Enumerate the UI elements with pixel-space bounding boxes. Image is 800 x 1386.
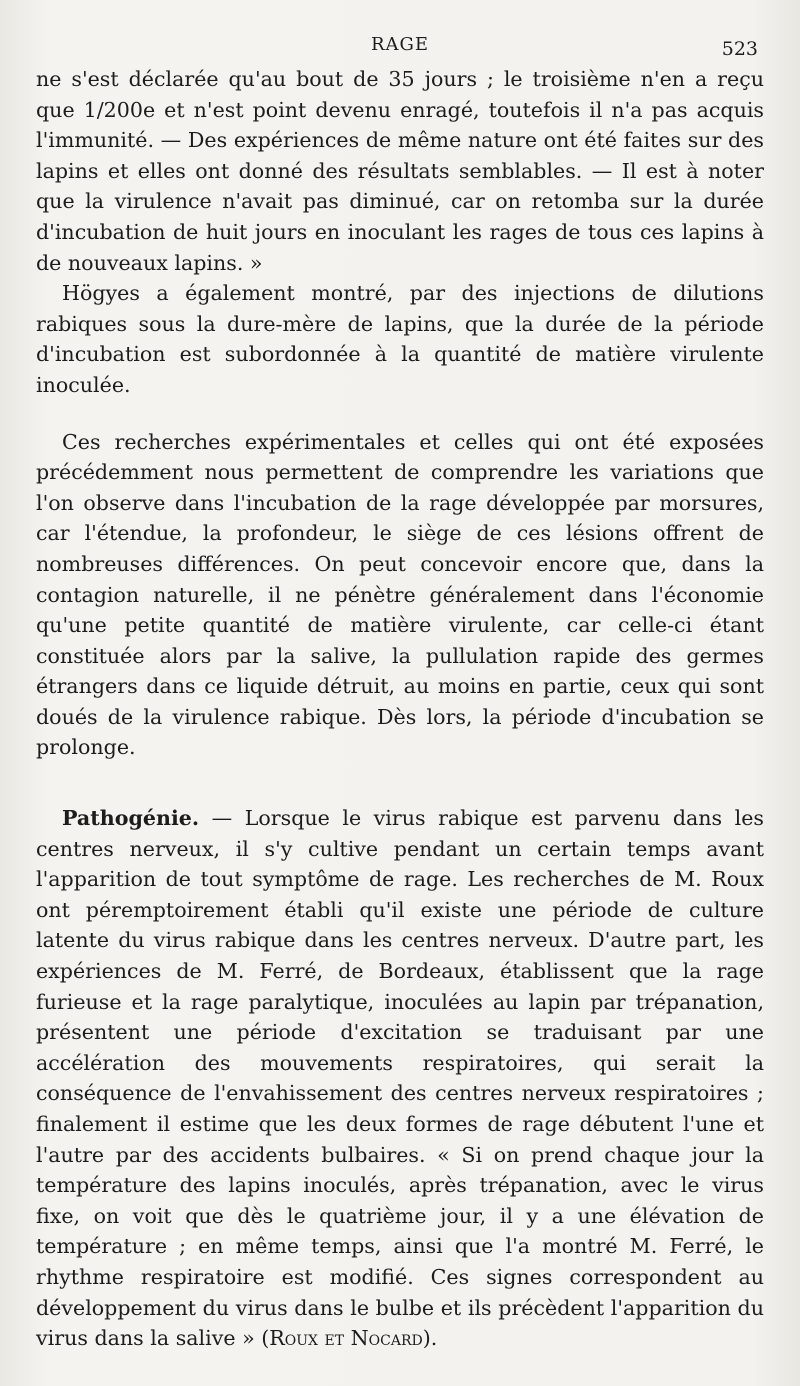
paragraph-recherches: Ces recherches expérimentales et celles qui ont été exposées précédemment nous permettent de comprendre les variations que l'on observe dans l'incubation de la rage développée par morsures, car l'étendue, la profondeur, le siège de ces lésions offrent de nombreuses différences. On peut concevoir encore que, dans la contagion naturelle, il ne pénètre généralement dans l'économie qu'une petite quantité de matière virulente, car celle-ci étant constituée alors par la salive, la pullulation rapide des germes étrangers dans ce liquide détruit, au moins en partie, ceux qui sont doués de la virulence rabique. Dès lors, la période d'incubation se prolonge.	[36, 429, 764, 760]
section-heading-pathogenie: Pathogénie.	[62, 806, 200, 831]
running-title: RAGE	[370, 34, 430, 55]
paragraph-hogyes: Högyes a également montré, par des injections de dilutions rabiques sous la dure-mère de lapins, que la durée de la période d'incubation est subordonnée à la quantité de matière virulente inoculée.	[36, 281, 764, 397]
paragraph-pathogenie-end: ).	[422, 1326, 438, 1351]
citation-authors: Roux et Nocard	[269, 1326, 423, 1351]
paragraph-continuation: ne s'est déclarée qu'au bout de 35 jours ; le troisième n'en a reçu que 1/200e et n'est point devenu enragé, toutefois il n'a pas acquis l'immunité. — Des expériences de même nature ont été faites sur des lapins et elles ont donné des résultats semblables. — Il est à noter que la virulence n'avait pas diminué, car on retomba sur la durée d'incubation de huit jours en inoculant les rages de tous ces lapins à de nouveaux lapins. »	[36, 67, 764, 275]
body-text	[36, 64, 764, 1354]
paragraph-pathogenie	[36, 803, 764, 1354]
page-number: 523	[721, 38, 758, 60]
running-head	[36, 0, 764, 64]
paragraph-pathogenie-body: — Lorsque le virus rabique est parvenu dans les centres nerveux, il s'y cultive pendant un certain temps avant l'apparition de tout symptôme de rage. Les recherches de M. Roux ont péremptoirement établi qu'il existe une période de culture latente du virus rabique dans les centres nerveux. D'autre part, les expériences de M. Ferré, de Bordeaux, établissent que la rage furieuse et la rage paralytique, inoculées au lapin par trépanation, présentent une période d'excitation se traduisant par une accélération des mouvements respiratoires, qui serait la conséquence de l'envahissement des centres nerveux respiratoires ; finalement il estime que les deux formes de rage débutent l'une et l'autre par des accidents bulbaires. « Si on prend chaque jour la température des lapins inoculés, après trépanation, avec le virus fixe, on voit que dès le quatrième jour, il y a une élévation de température ; en même temps, ainsi que l'a montré M. Ferré, le rhythme respiratoire est modifié. Ces signes correspondent au développement du virus dans le bulbe et ils précèdent l'apparition du virus dans la salive » (	[36, 806, 764, 1351]
